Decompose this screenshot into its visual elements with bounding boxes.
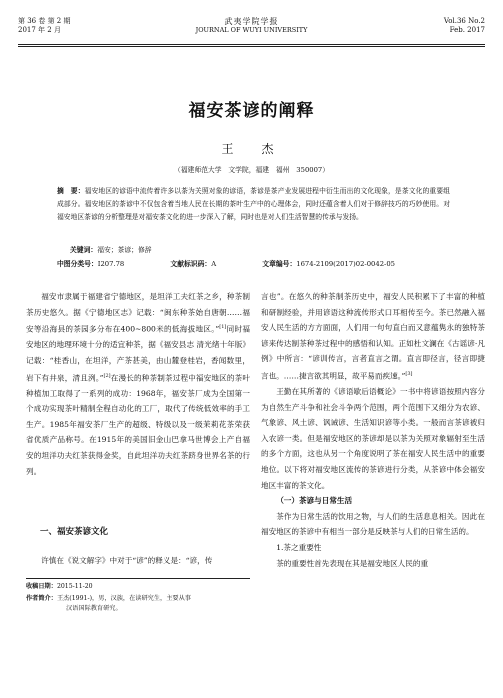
body-column-left	[26, 289, 250, 479]
clc-value: I207.78	[97, 260, 125, 268]
body-paragraph: 许慎在《说文解字》中对于“谚”的释义是：“谚，传	[41, 556, 213, 565]
body-paragraph: 茶的重要性首先表现在其是福安地区人民的重	[276, 558, 429, 568]
header-volume-issue: 第 36 卷 第 2 期	[18, 17, 71, 25]
header-rule-thin	[18, 46, 485, 47]
body-paragraph	[26, 289, 250, 479]
classification-line	[57, 258, 450, 268]
section-heading: 一、福安茶谚文化	[40, 527, 109, 537]
footnote	[26, 582, 250, 614]
art-value: 1674-2109(2017)02-0042-05	[296, 260, 395, 268]
received-date	[26, 582, 250, 592]
abstract-text: 福安地区的谚语中流传着许多以茶为关照对象的谚语，茶谚是茶产业发展进程中衍生而出的文化现象，是茶文化的重要组成部分。福安地区的茶谚中不仅包含着当地人民在长期的茶叶生产中的心理体会，同时还蕴含着人们对于修辞技巧的巧妙使用。对福安地区茶谚的分析整理是对福安茶文化的进一步深入了解，同时也是对人们生活智慧的传承与发扬。	[57, 187, 451, 221]
author-bio-cont: 汉语国际教育研究。	[66, 605, 122, 612]
doc-code	[170, 260, 238, 268]
header-date-cn: 2017 年 2 月	[18, 26, 61, 34]
doc-value: A	[211, 260, 217, 268]
author-affiliation: （福建师范大学 文学院，福建 福州 350007）	[173, 166, 330, 174]
article-title: 福安茶谚的阐释	[188, 101, 315, 121]
bio-label: 作者简介：	[26, 595, 57, 602]
keywords	[70, 244, 152, 254]
subsection-heading: （一）茶谚与日常生活	[276, 496, 353, 506]
paragraph-text: 福安市隶属于福建省宁德地区，是坦洋工夫红茶之乡，种茶制茶历史悠久。据《宁德地区志》记载：“闽东种茶始自唐朝……福安等沿海县的茶园多分布在400~800米的低海拔地区。”	[26, 292, 250, 334]
paragraph-text: 同时福安地区的地理环境十分的适宜种茶，据《福安县志 清光绪十年版》记载：“桂香山，在坦洋，产茶甚美，由山麓登桂岩，香闻数里，岩下有井泉，清且洌。”	[26, 324, 251, 383]
abstract-label: 摘 要：	[57, 187, 85, 195]
paragraph-text: 在漫长的种茶制茶过程中福安地区的茶叶种植加工取得了一系列的成功：1968年，福安茶厂成为全国第一个成功实现茶叶精制全程自动化的工厂，取代了传统低效率的手工生产。1985年福安茶厂生产的超级、特级以及一级茉莉花茶荣获省优质产品称号。在1915年的美国旧金山巴拿马世博会上产自福安的坦洋功夫红茶获得金奖，自此坦洋功夫红茶跻身世界名茶的行列。	[26, 373, 250, 476]
bio-text: 王杰(1991-)，男，汉族，在读研究生，主要从事	[56, 595, 191, 602]
journal-name-en: JOURNAL OF WUYI UNIVERSITY	[195, 26, 308, 34]
author-name: 王 杰	[221, 142, 282, 156]
subsubsection-heading: 1.茶之重要性	[276, 543, 322, 553]
body-paragraph: 王勤在其所著的《谚语歇后语概论》一书中将谚语按照内容分为自然生产斗争和社会斗争两个范围，两个范围下又细分为农谚、气象谚、风土谚、讽诫谚、生活知识谚等小类。一般而言茶谚被归入农谚一类。但是福安地区的茶谚却是以茶为关照对象辐射至生活的多个方面，这也从另一个角度说明了茶在福安人民生活中的重要地位。以下将对福安地区流传的茶谚进行分类，从茶谚中体会福安地区丰富的茶文化。	[261, 387, 485, 490]
header-journal	[18, 17, 485, 35]
journal-name-cn: 武夷学院学报	[224, 17, 279, 26]
running-header	[18, 17, 485, 47]
citation-ref: [3]	[405, 370, 413, 377]
received-label: 收稿日期：	[26, 583, 57, 590]
header-vol-en: Vol.36 No.2	[443, 17, 485, 25]
keywords-text: 福安；茶谚；修辞	[97, 246, 152, 254]
header-right	[444, 17, 485, 35]
citation-ref: [2]	[103, 372, 111, 379]
abstract	[57, 185, 450, 224]
clc-label: 中图分类号：	[57, 260, 98, 268]
author-bio	[26, 594, 250, 604]
footnote-rule	[26, 578, 250, 579]
article-number	[262, 260, 417, 268]
keywords-label: 关键词：	[70, 246, 98, 254]
body-column-right	[261, 289, 485, 571]
header-rule-thick	[18, 44, 485, 45]
doc-label: 文献标识码：	[170, 260, 212, 268]
received-value: 2015-11-20	[56, 583, 93, 590]
citation-ref: [1]	[219, 324, 227, 331]
art-label: 文章编号：	[262, 260, 297, 268]
clc-number	[57, 260, 146, 268]
paragraph-text: 言也”。在悠久的种茶制茶历史中，福安人民积累下了丰富的种植和研制经验，并用谚语这种流传形式口耳相传至今。茶已然融入福安人民生活的方方面面，人们用一句句直白而又意蕴隽永的独特茶谚来传达制茶种茶过程中的感悟和认知。正如杜文澜在《古谣谚·凡例》中所言：“谚训传言，言者直言之谓。直言即径言，径言即捷言也。……捷言欲其明显，故平易而疾速。”	[261, 292, 485, 381]
body-paragraph: 茶作为日常生活的饮用之物，与人们的生活息息相关。因此在福安地区的茶谚中有相当一部分是反映茶与人们的日常生活的。	[261, 511, 485, 537]
header-date-en: Feb. 2017	[449, 26, 485, 34]
body-paragraph	[261, 289, 485, 384]
body-column-left-continued	[26, 553, 250, 569]
